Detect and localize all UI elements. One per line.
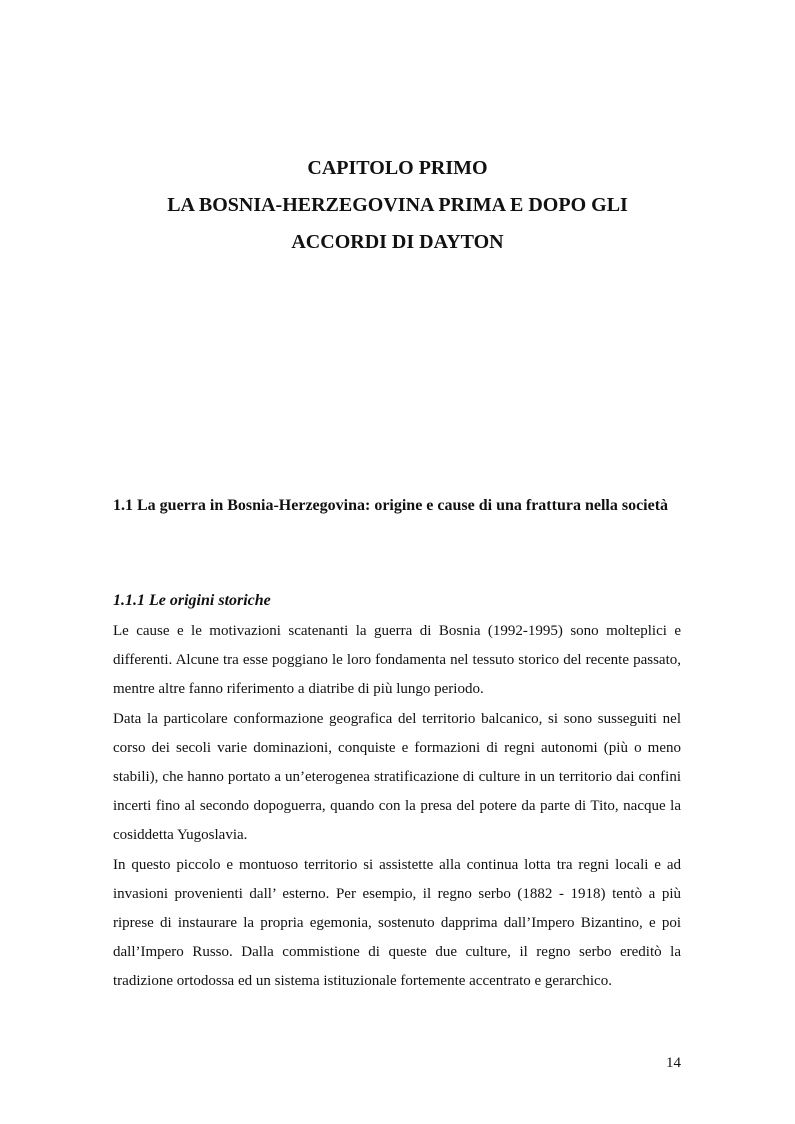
section-heading: 1.1 La guerra in Bosnia-Herzegovina: origine e cause di una frattura nella società	[113, 497, 669, 514]
paragraph: Data la particolare conformazione geografica del territorio balcanico, si sono susseguiti nel corso dei secoli varie dominazioni, conquiste e formazioni di regni autonomi (più o meno stabili), che hanno portato a un’eterogenea stratificazione di culture in un territorio dai confini incerti fino al secondo dopoguerra, quando con la presa del potere da parte di Tito, nacque la cosiddetta Yugoslavia.	[113, 710, 681, 844]
paragraph: Le cause e le motivazioni scatenanti la guerra di Bosnia (1992-1995) sono molteplici e differenti. Alcune tra esse poggiano le loro fondamenta nel tessuto storico del recente passato, mentre altre fanno riferimento a diatribe di più lungo periodo.	[113, 623, 681, 698]
chapter-title-line-1: CAPITOLO PRIMO	[307, 157, 488, 179]
subsection-heading: 1.1.1 Le origini storiche	[113, 592, 271, 609]
chapter-title-line-3: ACCORDI DI DAYTON	[291, 231, 504, 253]
chapter-title-line-2: LA BOSNIA-HERZEGOVINA PRIMA E DOPO GLI	[167, 194, 628, 216]
chapter-heading	[0, 150, 795, 261]
paragraph: In questo piccolo e montuoso territorio si assistette alla continua lotta tra regni locali e ad invasioni provenienti dall’ esterno. Per esempio, il regno serbo (1882 - 1918) tentò a più riprese di instaurare la propria egemonia, sostenuto dapprima dall’Impero Bizantino, e poi dall’Impero Russo. Dalla commistione di queste due culture, il regno serbo ereditò la tradizione ortodossa ed un sistema istituzionale fortemente accentrato e gerarchico.	[113, 856, 681, 990]
page-number: 14	[666, 1055, 681, 1071]
body-text	[113, 617, 681, 997]
